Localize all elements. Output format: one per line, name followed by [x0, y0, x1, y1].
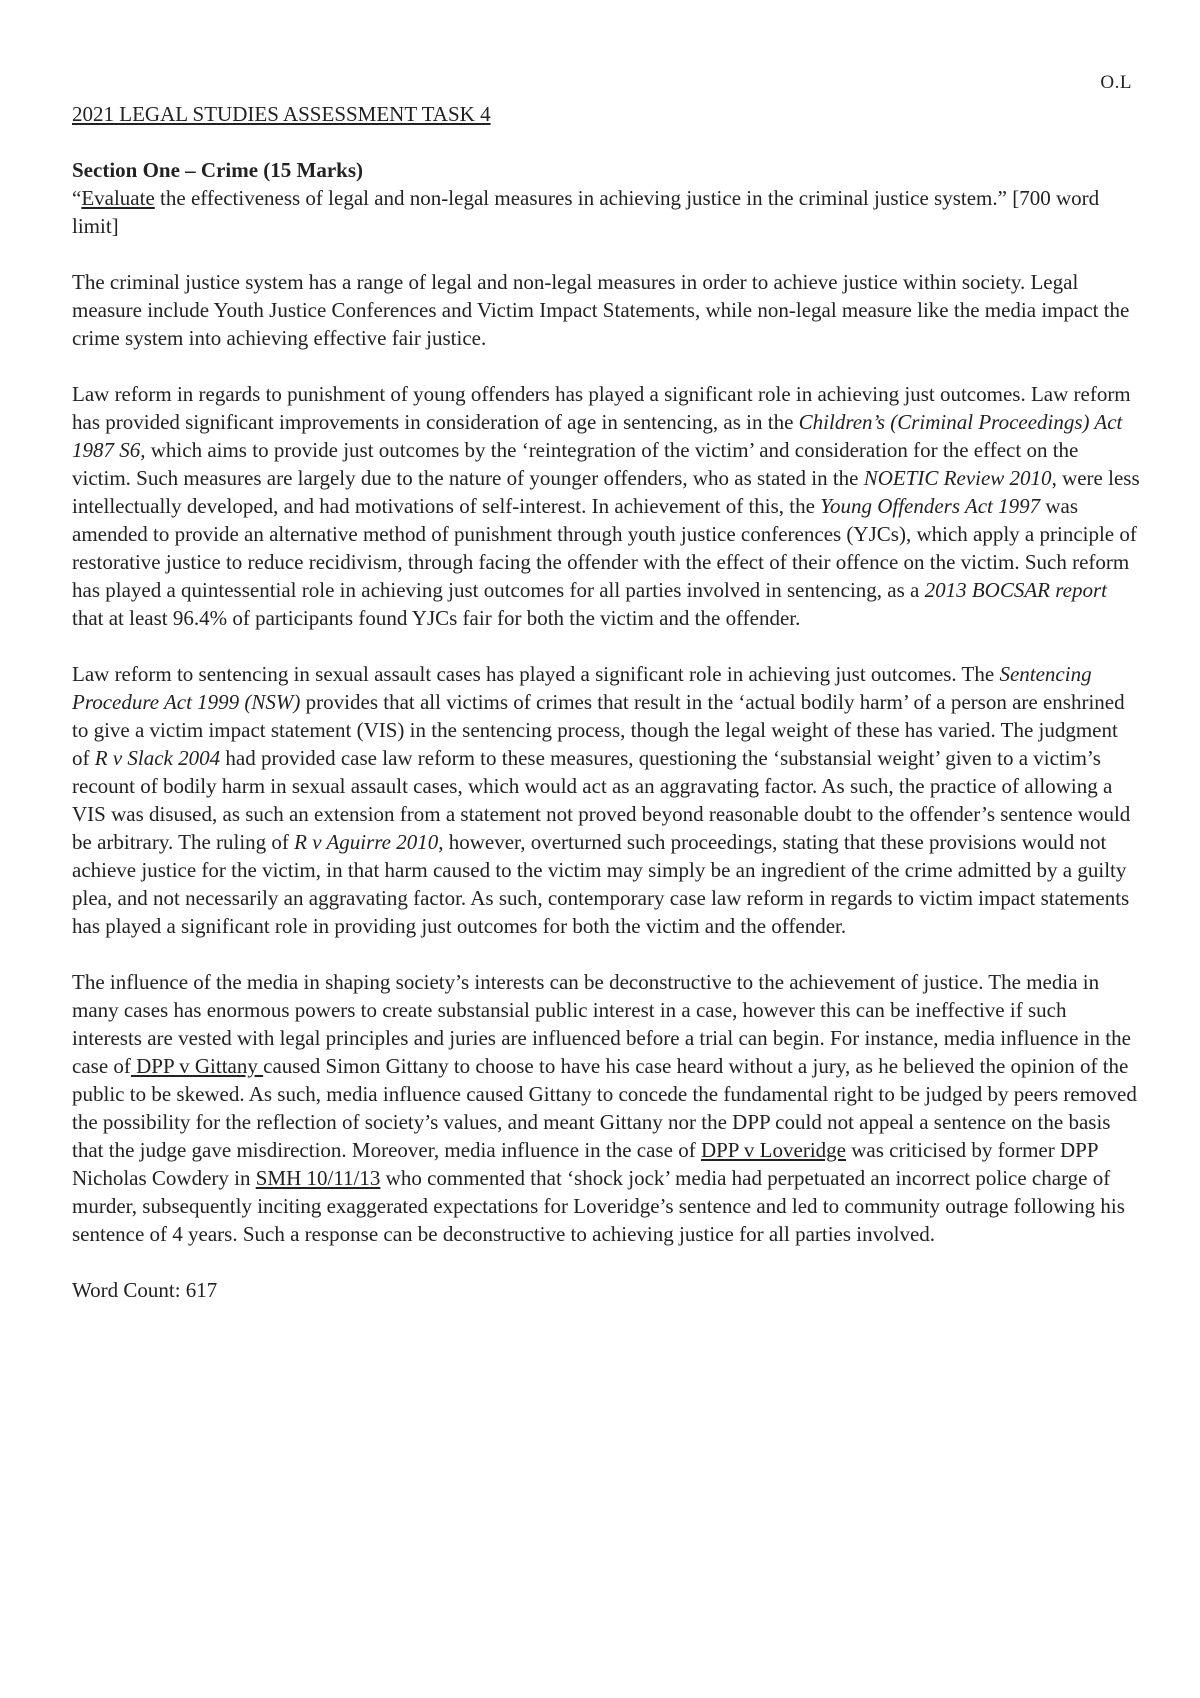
paragraph-text: , were less intellectually developed, and had motivations of self-interest. In achievement of this, the — [72, 466, 1140, 518]
victim-impact-paragraph — [72, 660, 1140, 940]
case-citation: R v Slack 2004 — [94, 746, 221, 770]
case-citation: R v Aguirre 2010 — [294, 830, 439, 854]
paragraph-text: The influence of the media in shaping society’s interests can be deconstructive to the achievement of justice. The media in many cases has enormous powers to create substansial public interest in a case, however this can be ineffective if such interests are vested with legal principles and juries are influenced before a trial can begin. For instance, media influence in the case of — [72, 970, 1131, 1078]
case-citation: DPP v Gittany — [130, 1054, 264, 1078]
youth-justice-paragraph — [72, 380, 1140, 632]
paragraph-text: who commented that ‘shock jock’ media had perpetuated an incorrect police charge of murder, subsequently inciting exaggerated expectations for Loveridge’s sentence and led to community outrage following his sentence of 4 years. Such a response can be deconstructive to achieving justice for all parties involved. — [72, 1166, 1125, 1246]
document-title: 2021 LEGAL STUDIES ASSESSMENT TASK 4 — [72, 102, 491, 126]
document-body — [72, 100, 1140, 1304]
essay-question — [72, 184, 1140, 240]
paragraph-text: Law reform in regards to punishment of young offenders has played a significant role in achieving just outcomes. Law reform has provided significant improvements in consideration of age in sentencing, as in the — [72, 382, 1131, 434]
paragraph-text: which aims to provide just outcomes by the ‘reintegration of the victim’ and consideration for the effect on the victim. Such measures are largely due to the nature of younger offenders, who as stated in the — [72, 438, 1079, 490]
intro-paragraph: The criminal justice system has a range of legal and non-legal measures in order to achieve justice within society. Legal measure include Youth Justice Conferences and Victim Impact Statements, while non-legal measure like the media impact the crime system into achieving effective fair justice. — [72, 270, 1130, 350]
paragraph-text: Law reform to sentencing in sexual assault cases has played a significant role in achieving just outcomes. The — [72, 662, 1000, 686]
legislation-citation: Young Offenders Act 1997 — [820, 494, 1041, 518]
legislation-citation: Sentencing Procedure Act 1999 (NSW) — [72, 662, 1092, 714]
word-count: Word Count: 617 — [72, 1278, 218, 1302]
paragraph-text: caused Simon Gittany to choose to have his case heard without a jury, as he believed the opinion of the public to be skewed. As such, media influence caused Gittany to concede the fundamental right to be judged by peers removed the possibility for the reflection of society’s values, and meant Gittany nor the DPP could not appeal a sentence on the basis that the judge gave misdirection. Moreover, media influence in the case of — [72, 1054, 1137, 1162]
paragraph-text: was criticised by former DPP Nicholas Cowdery in — [72, 1138, 1098, 1190]
report-citation: NOETIC Review 2010 — [863, 466, 1052, 490]
paragraph-text: , however, overturned such proceedings, stating that these provisions would not achieve justice for the victim, in that harm caused to the victim may simply be an ingredient of the crime admitted by a guilty plea, and not necessarily an aggravating factor. As such, contemporary case law reform in regards to victim impact statements has played a significant role in providing just outcomes for both the victim and the offender. — [72, 830, 1130, 938]
media-citation: SMH 10/11/13 — [255, 1166, 381, 1190]
report-citation: 2013 BOCSAR report — [924, 578, 1107, 602]
question-open-quote: “ — [72, 186, 82, 210]
paragraph-text: provides that all victims of crimes that result in the ‘actual bodily harm’ of a person are enshrined to give a victim impact statement (VIS) in the sentencing process, though the legal weight of these has varied. The judgment of — [72, 690, 1125, 770]
question-text: the effectiveness of legal and non-legal measures in achieving justice in the criminal justice system.” [700 word limit] — [72, 186, 1100, 238]
author-initials: O.L — [1100, 72, 1132, 93]
paragraph-text: was amended to provide an alternative method of punishment through youth justice conferences (YJCs), which apply a principle of restorative justice to reduce recidivism, through facing the offender with the effect of their offence on the victim. Such reform has played a quintessential role in achieving just outcomes for all parties involved in sentencing, as a — [72, 494, 1137, 602]
section-heading: Section One – Crime (15 Marks) — [72, 158, 364, 182]
paragraph-text: that at least 96.4% of participants found YJCs fair for both the victim and the offender. — [72, 606, 801, 630]
media-influence-paragraph — [72, 968, 1140, 1248]
question-directive-verb: Evaluate — [81, 186, 155, 210]
paragraph-text: had provided case law reform to these measures, questioning the ‘substansial weight’ given to a victim’s recount of bodily harm in sexual assault cases, which would act as an aggravating factor. As such, the practice of allowing a VIS was disused, as such an extension from a statement not proved beyond reasonable doubt to the offender’s sentence would be arbitrary. The ruling of — [72, 746, 1131, 854]
legislation-citation: Children’s (Criminal Proceedings) Act 1987 S6, — [72, 410, 1123, 462]
case-citation: DPP v Loveridge — [700, 1138, 846, 1162]
